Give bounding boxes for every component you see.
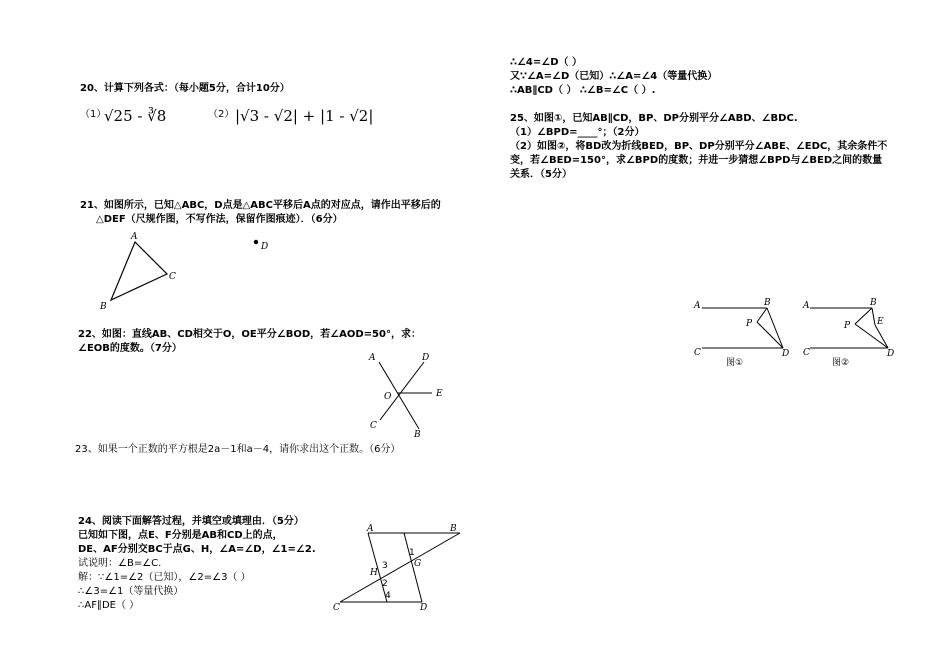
q21-label-a: A: [131, 232, 138, 242]
q24-label-angle2: 2: [382, 579, 388, 589]
q22-intersecting-lines-figure: [362, 348, 462, 440]
q24-label-b: B: [450, 524, 457, 534]
q20-part2-label: （2）: [208, 109, 235, 120]
q24-line1: 24、阅读下面解答过程，并填空或填理由．（5分）: [78, 516, 304, 527]
q24-parallel-lines-figure: [330, 518, 465, 613]
q24-label-angle1: 1: [409, 548, 415, 558]
q24-label-d: D: [420, 603, 428, 613]
q21-line2: △DEF（尺规作图，不写作法，保留作图痕迹）．（6分）: [96, 214, 343, 225]
q24-label-angle3: 3: [382, 561, 388, 571]
q24-line5: 解：∵∠1=∠2（已知），∠2=∠3（ ）: [78, 572, 251, 583]
q25-line1: 25、如图①，已知AB∥CD，BP、DP分别平分∠ABD、∠BDC.: [510, 113, 798, 124]
q25-fig1-label-c: C: [694, 348, 701, 358]
q25-fig1-label-d: D: [782, 349, 790, 359]
q20-part2-expression: |√3 - √2| + |1 - √2|: [235, 107, 374, 125]
q24-line6: ∴∠3=∠1（等量代换）: [78, 586, 184, 597]
q25-fig1-label-p: P: [746, 319, 753, 329]
q25-fig2-label-d: D: [887, 349, 895, 359]
q24-line3: DE、AF分别交BC于点G、H，∠A=∠D，∠1=∠2.: [78, 544, 316, 555]
q22-label-e: E: [436, 389, 443, 399]
q25-line5: 关系．（5分）: [510, 169, 572, 180]
q24-cont-line2: 又∵∠A=∠D（已知）∴∠A=∠4（等量代换）: [510, 71, 718, 82]
q24-line7: ∴AF∥DE（ ）: [78, 600, 140, 611]
q25-fig2-label-b: B: [870, 298, 877, 308]
q25-fig2-label-c: C: [803, 348, 810, 358]
q22-label-a: A: [369, 353, 376, 363]
q21-label-c: C: [169, 272, 176, 282]
q25-fig1-label-a: A: [694, 301, 701, 311]
q24-line4: 试说明：∠B=∠C.: [78, 558, 162, 569]
q24-cont-line3: ∴AB∥CD（ ） ∴∠B=∠C（ ）.: [510, 85, 656, 96]
q24-line2: 已知如下图，点E、F分别是AB和CD上的点，: [78, 530, 283, 541]
q25-fig2-label-e: E: [877, 317, 884, 327]
q25-fig1-label-b: B: [764, 298, 771, 308]
q25-line2: （1）∠BPD=____°；（2分）: [510, 127, 645, 138]
q22-label-o: O: [384, 392, 392, 402]
q21-triangle-figure: [95, 230, 195, 315]
q22-label-d: D: [422, 353, 430, 363]
q25-figure-1: [690, 295, 800, 370]
q21-label-b: B: [100, 302, 107, 312]
q21-line1: 21、如图所示，已知△ABC，D点是△ABC平移后A点的对应点，请作出平移后的: [80, 200, 441, 211]
q21-point-d: [250, 236, 280, 256]
q20-part1-expression: √25 - ∛8: [104, 107, 167, 125]
q25-fig2-label-a: A: [803, 301, 810, 311]
q24-cont-line1: ∴∠4=∠D（ ）: [510, 57, 583, 68]
q22-label-c: C: [370, 421, 377, 431]
q20-title: 20、计算下列各式：（每小题5分，合计10分）: [80, 83, 290, 94]
q25-fig2-caption: 图②: [832, 358, 850, 368]
q22-line1: 22、如图：直线AB、CD相交于O，OE平分∠BOD，若∠AOD=50°，求：: [78, 329, 421, 340]
q23-line1: 23、如果一个正数的平方根是2a－1和a－4，请你求出这个正数。（6分）: [75, 444, 401, 455]
q20-part1-label: （1）: [80, 109, 107, 120]
q25-line3: （2）如图②，将BD改为折线BED，BP、DP分别平分∠ABE、∠EDC，其余条件不: [510, 141, 888, 152]
q22-label-b: B: [414, 430, 421, 440]
q24-label-g: G: [414, 559, 422, 569]
q24-label-angle4: 4: [385, 591, 391, 601]
q25-fig1-caption: 图①: [726, 358, 744, 368]
q22-line2: ∠EOB的度数。（7分）: [78, 343, 182, 354]
q21-label-d: D: [261, 242, 269, 252]
q24-label-h: H: [370, 568, 378, 578]
q25-fig2-label-p: P: [844, 321, 851, 331]
q25-figure-2: [800, 295, 910, 370]
q24-label-a: A: [367, 524, 374, 534]
q24-label-c: C: [333, 603, 340, 613]
q25-line4: 变，若∠BED=150°，求∠BPD的度数；并进一步猜想∠BPD与∠BED之间的数量: [510, 155, 883, 166]
